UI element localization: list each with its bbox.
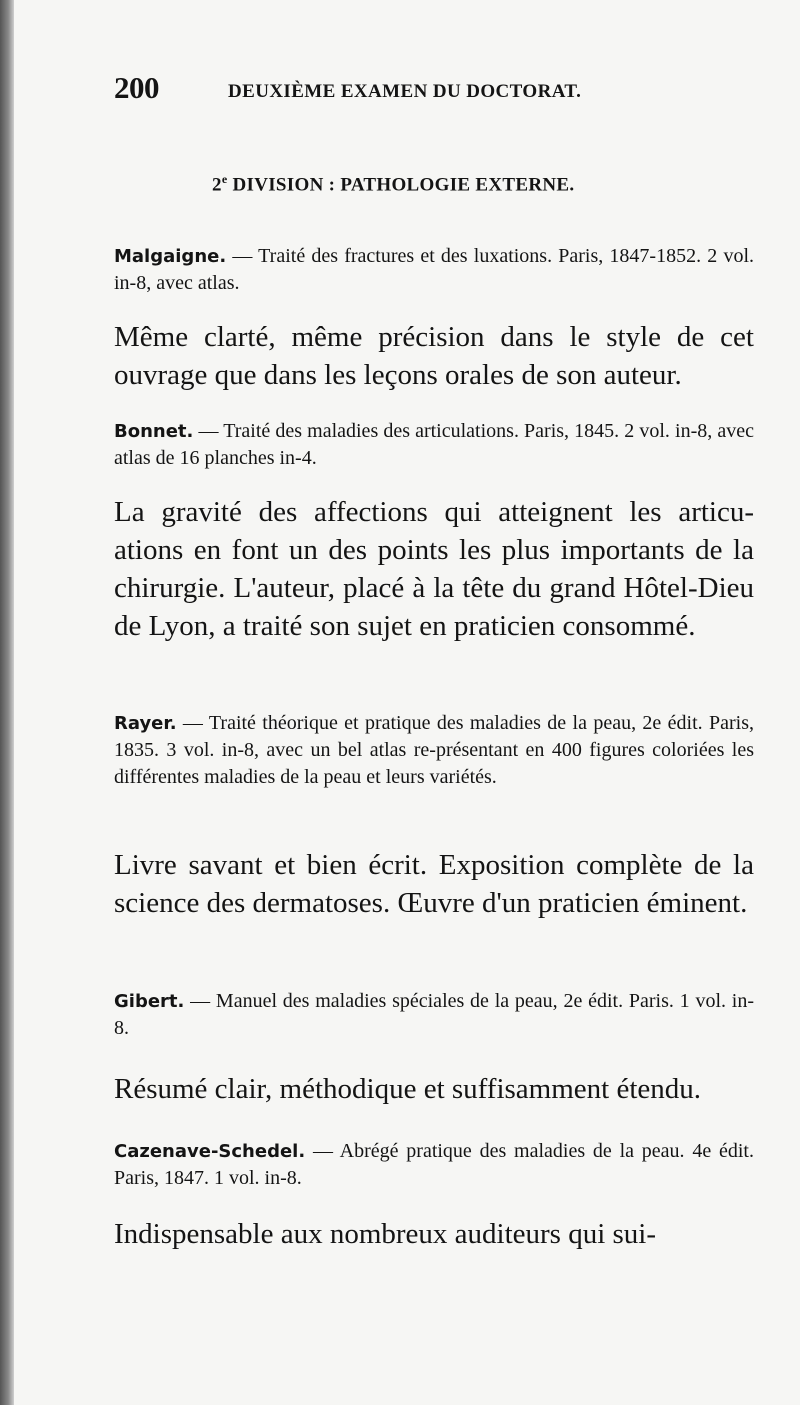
page-gutter-shadow — [0, 0, 14, 1405]
entry-comment: Indispensable aux nombreux auditeurs qui sui- — [114, 1218, 657, 1250]
bibliography-entry — [114, 418, 754, 472]
section-heading: 2e DIVISION : PATHOLOGIE EXTERNE. — [212, 172, 575, 196]
running-title: DEUXIÈME EXAMEN DU DOCTORAT. — [228, 81, 582, 102]
entry-comment: La gravité des affections qui atteignent les articu-ations en font un des points les plus importants de la chirurgie. L'auteur, placé à la tête du grand Hôtel-Dieu de Lyon, a traité son sujet en praticien consommé. — [114, 496, 754, 642]
bibliography-entry — [114, 243, 754, 297]
entry-author: Bonnet. — [114, 421, 194, 442]
bibliography-entry — [114, 710, 754, 791]
bibliography-entry — [114, 988, 754, 1042]
entry-citation: — Manuel des maladies spéciales de la peau, 2e édit. Paris. 1 vol. in-8. — [114, 990, 754, 1039]
entry-author: Cazenave-Schedel. — [114, 1141, 306, 1162]
page-number: 200 — [114, 70, 159, 105]
entry-citation: — Traité des fractures et des luxations. Paris, 1847-1852. 2 vol. in-8, avec atlas. — [114, 245, 754, 294]
entry-citation: — Traité des maladies des articulations. Paris, 1845. 2 vol. in-8, avec atlas de 16 planches in-4. — [114, 420, 754, 469]
page-header — [114, 70, 674, 110]
book-page — [14, 0, 800, 1405]
entry-author: Malgaigne. — [114, 246, 227, 267]
entry-comment: Livre savant et bien écrit. Exposition complète de la science des dermatoses. Œuvre d'un praticien éminent. — [114, 849, 754, 919]
entry-comment: Résumé clair, méthodique et suffisamment étendu. — [114, 1073, 702, 1105]
bibliography-entry — [114, 1138, 754, 1192]
entry-citation: — Abrégé pratique des maladies de la peau. 4e édit. Paris, 1847. 1 vol. in-8. — [114, 1140, 754, 1189]
entry-author: Rayer. — [114, 713, 177, 734]
entry-citation: — Traité théorique et pratique des maladies de la peau, 2e édit. Paris, 1835. 3 vol. in-8, avec un bel atlas re-présentant en 400 figures coloriées les différentes maladies de la peau et leurs variétés. — [114, 712, 754, 788]
entry-comment: Même clarté, même précision dans le style de cet ouvrage que dans les leçons orales de son auteur. — [114, 321, 754, 391]
entry-author: Gibert. — [114, 991, 185, 1012]
